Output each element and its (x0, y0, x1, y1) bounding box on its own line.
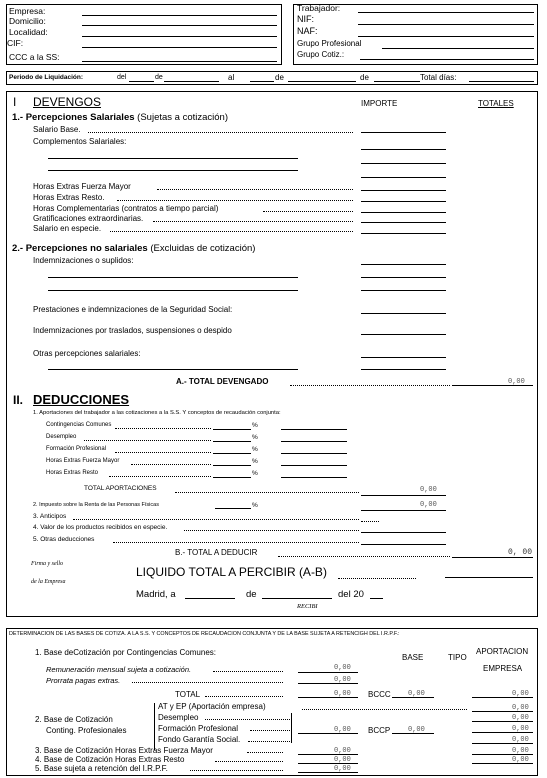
otras-deducciones-leader (113, 542, 359, 543)
irpf-value: 0,00 (420, 501, 437, 509)
periodo-mes-fin[interactable] (288, 81, 356, 82)
otras-percepciones-label: Otras percepciones salariales: (33, 349, 141, 358)
salario-base-leader (88, 132, 353, 133)
sec1-title: 1.- Percepciones Salariales (Sujetas a cotización) (12, 112, 228, 123)
deducciones-numeral: II. (13, 393, 24, 407)
formacion-label: Formación Profesional (46, 446, 107, 452)
horas-resto-ded-pct-input[interactable] (213, 477, 251, 478)
total-aport-line (361, 495, 446, 496)
remun-line[interactable] (298, 672, 358, 673)
periodo-mes-inicio[interactable] (164, 81, 219, 82)
liquido-leader (338, 578, 416, 579)
especie-label: 4. Valor de los productos recibidos en especie. (33, 524, 168, 531)
at-label: AT y EP (Aportación empresa) (158, 702, 266, 711)
b2-bracket (154, 703, 157, 750)
b3-leader (247, 752, 283, 753)
b2-label-1: 2. Base de Cotización (35, 715, 113, 724)
total-devengado-leader (290, 385, 450, 386)
horas-fm-ded-pct-input[interactable] (213, 465, 251, 466)
empresa-line[interactable] (82, 15, 277, 16)
total-devengado-value: 0,00 (508, 378, 525, 386)
periodo-dia-fin[interactable] (250, 81, 274, 82)
gratificaciones-leader (153, 221, 353, 222)
indemnizacion-1-desc[interactable] (48, 277, 298, 278)
total-aport-value: 0,00 (420, 486, 437, 494)
complemento-1-desc[interactable] (48, 158, 298, 159)
formacion-b-label: Formación Profesional (158, 724, 239, 733)
periodo-al: al (228, 73, 235, 82)
anticipos-leader (73, 519, 359, 520)
formacion-pct-input[interactable] (213, 453, 251, 454)
formacion-importe[interactable] (281, 453, 347, 454)
horas-fm-leader (157, 189, 353, 190)
desempleo-pct: % (252, 434, 258, 441)
b4-value: 0,00 (334, 756, 351, 764)
desempleo-importe[interactable] (281, 441, 347, 442)
traslados-importe[interactable] (361, 334, 446, 335)
ccc-line[interactable] (82, 61, 277, 62)
periodo-label: Periodo de Liquidación: (9, 74, 84, 81)
complemento-2-importe[interactable] (361, 163, 446, 164)
desempleo-label: Desempleo (46, 434, 77, 440)
bccp-value: 0,00 (408, 726, 425, 734)
indemnizacion-2-desc[interactable] (48, 290, 298, 291)
empresa-label: Empresa: (9, 6, 46, 16)
remun-value: 0,00 (334, 664, 351, 672)
complemento-3-importe[interactable] (361, 177, 446, 178)
grupo-cotiz-label: Grupo Cotiz.: (297, 50, 345, 59)
irpf-line (361, 510, 446, 511)
salario-base-label: Salario Base. (33, 125, 81, 134)
indemnizacion-3-importe[interactable] (361, 290, 446, 291)
salario-especie-importe[interactable] (361, 233, 446, 234)
totales-header: TOTALES (478, 99, 514, 108)
formacion-b-leader (250, 730, 290, 731)
irpf-pct: % (252, 502, 258, 509)
total-b1-label: TOTAL (175, 690, 201, 699)
horas-fm-importe[interactable] (361, 190, 446, 191)
bccc-label: BCCC (368, 690, 391, 699)
salario-base-importe[interactable] (361, 132, 446, 133)
b5-value: 0,00 (334, 765, 351, 773)
horas-resto-ded-label: Horas Extras Resto (46, 470, 99, 476)
horas-compl-importe[interactable] (361, 212, 446, 213)
localidad-label: Localidad: (9, 27, 48, 37)
cif-label: CIF: (7, 38, 24, 48)
remun-leader (213, 671, 283, 672)
gratificaciones-label: Gratificaciones extraordinarias. (33, 214, 144, 223)
desempleo-b-aport-value: 0,00 (512, 714, 529, 722)
otras-percepciones-importe-2[interactable] (361, 369, 446, 370)
aport-title: 1. Aportaciones del trabajador a las cotizaciones a la S.S. Y conceptos de recaudación conjunta: (33, 410, 281, 416)
prestaciones-importe[interactable] (361, 313, 446, 314)
horas-compl-leader (263, 211, 353, 212)
desempleo-b-label: Desempleo (158, 713, 199, 722)
otras-deducciones-label: 5. Otras deducciones (33, 536, 95, 543)
periodo-total-dias-line[interactable] (469, 81, 534, 82)
domicilio-line[interactable] (82, 25, 277, 26)
importe-header: IMPORTE (361, 99, 398, 108)
traslados-label: Indemnizaciones por traslados, suspensiones o despido (33, 326, 232, 335)
deducciones-title: DEDUCCIONES (33, 392, 130, 407)
periodo-total-dias: Total días: (420, 73, 457, 82)
total-b1-value: 0,00 (334, 690, 351, 698)
firma-empresa-label: de la Empresa (31, 579, 66, 585)
salario-especie-leader (110, 231, 353, 232)
total-deducir-line (452, 557, 533, 558)
at-aport-value: 0,00 (512, 704, 529, 712)
liquido-label: LIQUIDO TOTAL A PERCIBIR (A-B) (136, 565, 327, 579)
naf-line[interactable] (358, 36, 534, 37)
fecha-mes[interactable] (262, 598, 332, 599)
recibi-label: RECIBI (297, 603, 318, 610)
localidad-line[interactable] (82, 36, 277, 37)
base-header: BASE (402, 653, 424, 662)
horas-fm-ded-importe[interactable] (281, 465, 347, 466)
trabajador-line[interactable] (358, 12, 534, 13)
bccp-label: BCCP (368, 726, 391, 735)
tipo-header: TIPO (448, 653, 467, 662)
total-b1-leader (205, 696, 283, 697)
bccp-base-value: 0,00 (334, 726, 351, 734)
formacion-pct: % (252, 446, 258, 453)
total-deducir-label: B.- TOTAL A DEDUCIR (175, 548, 258, 557)
irpf-pct-input[interactable] (215, 508, 251, 509)
b5-label: 5. Base sujeta a retención del I.R.P.F. (35, 764, 168, 773)
horas-fm-label: Horas Extras Fuerza Mayor (33, 182, 131, 191)
total-deducir-leader (278, 556, 450, 557)
prorrata-label: Prorrata pagas extras. (46, 676, 121, 685)
total-deducir-value: 0, 00 (508, 548, 533, 557)
ccc-label: CCC a la SS: (9, 52, 60, 62)
contingencias-importe[interactable] (281, 429, 347, 430)
horas-resto-ded-pct: % (252, 470, 258, 477)
horas-fm-ded-pct: % (252, 458, 258, 465)
formacion-b-aport-value: 0,00 (512, 725, 529, 733)
total-devengado-label: A.- TOTAL DEVENGADO (176, 377, 269, 386)
periodo-de2: de (275, 73, 284, 82)
complementos-label: Complementos Salariales: (33, 137, 127, 146)
firma-label: Firma y sello (31, 561, 63, 567)
at-leader (302, 709, 467, 710)
periodo-anio[interactable] (374, 81, 420, 82)
periodo-de1: de (155, 74, 163, 81)
prorrata-value: 0,00 (334, 676, 351, 684)
fogasa-leader (248, 741, 290, 742)
salario-especie-label: Salario en especie. (33, 224, 102, 233)
horas-resto-ded-importe[interactable] (281, 477, 347, 478)
horas-fm-ded-leader (131, 464, 211, 465)
horas-resto-importe[interactable] (361, 201, 446, 202)
total-aport-leader (175, 492, 359, 493)
complemento-1-importe[interactable] (361, 149, 446, 150)
bccc-value: 0,00 (408, 690, 425, 698)
fecha-dia[interactable] (185, 598, 235, 599)
periodo-de3: de (360, 73, 369, 82)
desempleo-pct-input[interactable] (213, 441, 251, 442)
grupo-profesional-line[interactable] (382, 48, 534, 49)
sec2-title: 2.- Percepciones no salariales (Excluidas de cotización) (12, 243, 256, 254)
remun-label: Remuneración mensual sujeta a cotización. (46, 665, 192, 674)
bccc-aport-value: 0,00 (512, 690, 529, 698)
madrid-label: Madrid, a (136, 589, 176, 600)
desempleo-leader (84, 440, 211, 441)
fecha-de: de (246, 589, 257, 600)
contingencias-pct-input[interactable] (213, 429, 251, 430)
devengos-title: DEVENGOS (33, 95, 102, 109)
desempleo-b-leader (205, 719, 290, 720)
fecha-anio[interactable] (370, 598, 383, 599)
periodo-del: del (117, 74, 127, 81)
contingencias-pct: % (252, 422, 258, 429)
trabajador-label: Trabajador: (297, 3, 341, 13)
formacion-leader (115, 452, 211, 453)
grupo-profesional-label: Grupo Profesional (297, 39, 362, 48)
periodo-box (6, 71, 538, 85)
b2-bracket-right (289, 713, 292, 743)
horas-compl-label: Horas Complementarias (contratos a tiempo parcial) (33, 204, 219, 213)
fecha-del: del 20 (338, 589, 364, 600)
cif-line[interactable] (82, 47, 277, 48)
b3-label: 3. Base de Cotización Horas Extras Fuerza Mayor (35, 746, 213, 755)
indemnizacion-1-importe[interactable] (361, 264, 446, 265)
otras-percepciones-importe[interactable] (361, 357, 446, 358)
b3-aport-value: 0,00 (512, 747, 529, 755)
b3-value: 0,00 (334, 747, 351, 755)
indemnizaciones-label: Indemnizaciones o suplidos: (33, 256, 134, 265)
horas-resto-leader (117, 200, 353, 201)
b1-label: 1. Base deCotización por Contingencias Comunes: (35, 648, 216, 657)
b4-aport-value: 0,00 (512, 756, 529, 764)
naf-label: NAF: (297, 26, 318, 36)
prestaciones-label: Prestaciones e indemnizaciones de la Seguridad Social: (33, 305, 233, 314)
anticipos-importe[interactable] (361, 521, 379, 522)
indemnizacion-2-importe[interactable] (361, 277, 446, 278)
bases-title: DETERMINACION DE LAS BASES DE COTIZA. A LA S.S. Y CONCEPTOS DE RECAUDACION CONJUNTA Y DE LA BASE SUJETA A RETENCIGH DEL I.R.P.F.: (9, 631, 400, 637)
fogasa-aport-value: 0,00 (512, 736, 529, 744)
nif-label: NIF: (297, 14, 314, 24)
irpf-label: 2. Impuesto sobre la Renta de las Personas Físicas (33, 502, 159, 508)
empresa-header: EMPRESA (483, 664, 523, 673)
b2-label-2: Conting. Profesionales (46, 726, 127, 735)
fogasa-label: Fondo Garantía Social. (158, 735, 241, 744)
contingencias-leader (115, 428, 211, 429)
horas-resto-ded-leader (109, 476, 211, 477)
otras-deducciones-importe[interactable] (361, 544, 446, 545)
gratificaciones-importe[interactable] (361, 222, 446, 223)
b4-leader (215, 761, 283, 762)
especie-leader (184, 530, 359, 531)
domicilio-label: Domicilio: (9, 16, 46, 26)
devengos-numeral: I (13, 95, 17, 109)
horas-fm-ded-label: Horas Extras Fuerza Mayor (46, 458, 120, 464)
liquido-line[interactable] (445, 577, 533, 578)
grupo-cotiz-line[interactable] (360, 59, 534, 60)
total-aport-label: TOTAL APORTACIONES (84, 485, 157, 492)
aportacion-header: APORTACION (476, 647, 529, 656)
otras-percepciones-desc[interactable] (48, 369, 298, 370)
periodo-dia-inicio[interactable] (129, 81, 154, 82)
prorrata-leader (132, 682, 283, 683)
anticipos-label: 3. Anticipos (33, 513, 67, 520)
nif-line[interactable] (358, 24, 534, 25)
horas-resto-label: Horas Extras Resto. (33, 193, 105, 202)
b4-label: 4. Base de Cotización Horas Extras Resto (35, 755, 185, 764)
complemento-2-desc[interactable] (48, 170, 298, 171)
b5-leader (190, 770, 283, 771)
contingencias-label: Contingencias Comunes (46, 422, 112, 428)
especie-importe[interactable] (361, 532, 446, 533)
